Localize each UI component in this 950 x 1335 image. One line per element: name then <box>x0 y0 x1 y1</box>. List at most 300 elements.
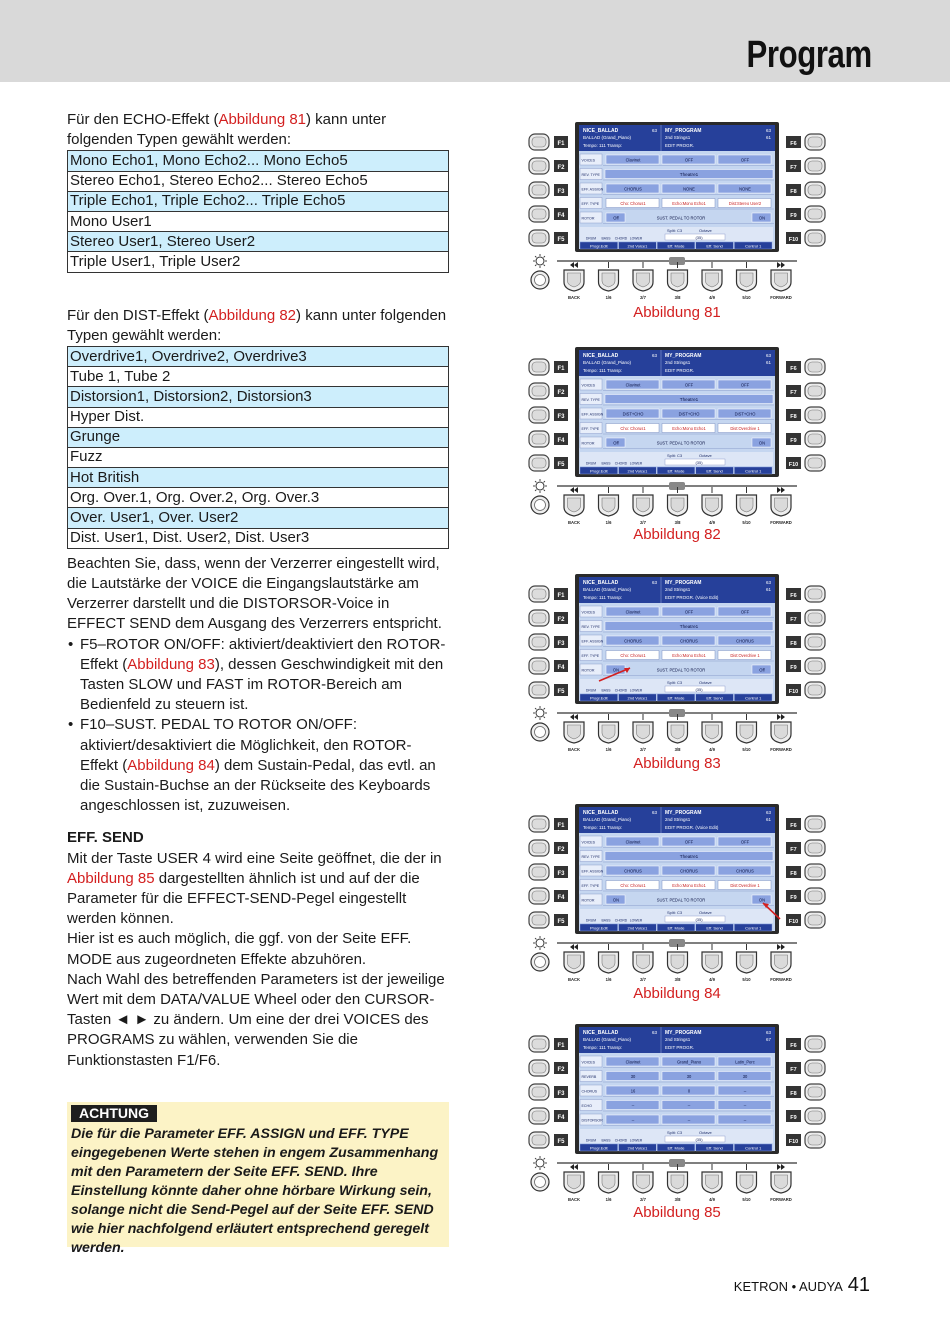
function-key-label: F1 <box>557 593 565 599</box>
lcd-value-text: Theatre1 <box>679 853 699 859</box>
function-key-label: F8 <box>790 871 797 877</box>
display-panel-illustration <box>527 345 827 527</box>
lcd-parameter-label: VOICES <box>581 1060 596 1065</box>
function-key-label: F6 <box>790 823 797 829</box>
lcd-tab[interactable] <box>696 694 734 701</box>
navigation-key-label: 4/9 <box>709 977 715 982</box>
lcd-value-text: -- <box>631 1102 635 1108</box>
lcd-parameter-row <box>580 635 774 647</box>
lcd-tab[interactable] <box>619 467 657 474</box>
lcd-parameter-row <box>580 169 774 181</box>
lcd-tab[interactable] <box>657 242 695 249</box>
echo-type-cell: Stereo Echo1, Stereo Echo2... Stereo Echo5 <box>68 171 449 191</box>
function-key-label: F9 <box>790 665 797 671</box>
function-key[interactable] <box>786 230 825 246</box>
navigation-key-label: FORWARD <box>770 1197 792 1202</box>
navigation-key-label: 2/7 <box>640 520 646 525</box>
echo-type-cell: Triple User1, Triple User2 <box>68 252 449 272</box>
lcd-part-label: BASS <box>601 688 611 693</box>
function-key-label: F5 <box>557 919 565 925</box>
function-key[interactable] <box>786 586 825 602</box>
lcd-tab[interactable] <box>619 924 657 931</box>
lcd-tab[interactable] <box>580 467 618 474</box>
figure-caption: Abbildung 81 <box>633 304 721 321</box>
function-key-label: F3 <box>557 641 565 647</box>
function-key[interactable] <box>786 610 825 626</box>
lcd-part-label: LOWER <box>629 461 643 466</box>
lcd-song-name: NICE_BALLAD <box>583 128 619 134</box>
lcd-tempo: Tempo: 111 Transp: <box>583 825 623 830</box>
navigation-key-label: 1/6 <box>605 520 612 525</box>
lcd-parameter-row <box>580 836 774 848</box>
function-key[interactable] <box>786 816 825 832</box>
echo-intro-text: Für den ECHO-Effekt ( <box>67 111 219 128</box>
effsend-text-end: dargestellten ähnlich ist und auf der die Parameter für die EFFECT-SEND-Pegel eingestellt werden können. <box>67 869 420 928</box>
lcd-parameter-row <box>580 1071 774 1083</box>
function-key[interactable] <box>529 383 568 399</box>
function-key[interactable] <box>529 864 568 880</box>
dist-type-row <box>68 427 449 447</box>
lcd-program-name: MY_PROGRAM <box>665 580 702 586</box>
lcd-value-text: Echo:Mono Echo1 <box>672 652 706 658</box>
bullet-rotor-text-end: ), dessen Geschwindigkeit mit den Tasten SLOW und FAST im ROTOR-Bereich am Bedienfeld zu steuern ist. <box>80 655 444 714</box>
lcd-tab-label: Eff. Send <box>706 925 723 931</box>
lcd-edit-mode: EDIT PROGR. (Voice Edit) <box>665 825 719 830</box>
lcd-value-text: NONE <box>683 186 695 192</box>
dist-types-table <box>67 346 449 549</box>
lcd-voice-name: 2nd Strings1 <box>665 587 691 592</box>
lcd-edit-mode: EDIT PROGR. <box>665 1045 695 1050</box>
lcd-song-number: 63 <box>651 128 657 133</box>
lcd-part-label: DRUM <box>585 918 597 923</box>
lcd-value-text: Clavinet <box>625 157 641 163</box>
lcd-tab[interactable] <box>657 694 695 701</box>
dist-type-cell: Hot British <box>68 468 449 488</box>
effsend-paragraph <box>67 849 449 930</box>
lcd-parameter-row <box>580 1085 774 1097</box>
function-key[interactable] <box>786 158 825 174</box>
page-footer <box>734 1274 870 1297</box>
lcd-tab-label: Progr.Edit <box>590 925 608 931</box>
lcd-parameter-row <box>580 423 774 435</box>
function-key[interactable] <box>786 682 825 698</box>
lcd-value-text: -- <box>687 1117 691 1123</box>
lcd-value-text: Clavinet <box>625 839 641 845</box>
lcd-style-name: BALLAD (Grand_Piano) <box>583 1037 632 1042</box>
lcd-style-name: BALLAD (Grand_Piano) <box>583 360 632 365</box>
lcd-screen <box>575 347 779 477</box>
lcd-value-text: CHORUS <box>624 638 642 644</box>
function-key-label: F9 <box>790 1115 797 1121</box>
lcd-voice-number: 61 <box>765 587 771 592</box>
function-key-label: F2 <box>557 1067 565 1073</box>
function-key-label: F9 <box>790 438 797 444</box>
function-key[interactable] <box>786 134 825 150</box>
distortion-note: Beachten Sie, dass, wenn der Verzerrer eingestellt wird, die Lautstärke der VOICE die Eingangslautstärke am Verzerrer darstellt und die DISTORSOR-Voice in EFFECT SEND dem Ausgang des Verzerrers entspricht. <box>67 554 442 633</box>
lcd-parameter-label: EFF. TYPE <box>581 884 600 888</box>
lcd-screen <box>575 574 779 704</box>
function-key[interactable] <box>529 1132 568 1148</box>
echo-intro <box>67 110 449 150</box>
navigation-key-label: 3/8 <box>674 977 681 982</box>
warning-box <box>67 1102 449 1256</box>
lcd-tab[interactable] <box>619 694 657 701</box>
lcd-tab-label: Eff. Mode <box>667 925 685 931</box>
lcd-value-text: -- <box>687 1102 691 1108</box>
function-key[interactable] <box>786 912 825 928</box>
function-key-label: F7 <box>790 1067 797 1073</box>
echo-type-row <box>68 211 449 231</box>
lcd-tab-label: Progr.Edit <box>590 468 608 474</box>
figure-link-81[interactable]: Abbildung 81 <box>218 111 307 128</box>
lcd-tab[interactable] <box>696 242 734 249</box>
figure-link-84[interactable]: Abbildung 84 <box>127 756 215 774</box>
function-key[interactable] <box>786 1060 825 1076</box>
lcd-value-text: ON <box>612 897 620 903</box>
lcd-tab[interactable] <box>580 242 618 249</box>
lcd-parameter-label: EFF. ASSIGN <box>581 412 604 417</box>
lcd-tab-label: Eff. Mode <box>667 468 685 474</box>
function-key[interactable] <box>529 888 568 904</box>
lcd-parameter-row <box>580 865 774 877</box>
function-key[interactable] <box>529 182 568 198</box>
figure-link-85[interactable]: Abbildung 85 <box>67 869 155 887</box>
function-key-label: F6 <box>790 593 797 599</box>
lcd-value-text: CHORUS <box>736 638 754 644</box>
function-key-label: F2 <box>557 165 565 171</box>
lcd-part-label: LOWER <box>629 1138 643 1143</box>
function-key[interactable] <box>786 383 825 399</box>
function-key[interactable] <box>529 1060 568 1076</box>
lcd-value-text: Dist:Overdrive 1 <box>730 882 760 888</box>
function-key[interactable] <box>529 158 568 174</box>
lcd-tab[interactable] <box>734 1144 772 1151</box>
lcd-split-area <box>580 1129 773 1143</box>
echo-type-row <box>68 171 449 191</box>
figure-link-82[interactable]: Abbildung 82 <box>208 306 297 324</box>
lcd-voice-name: 2nd Strings1 <box>665 1037 691 1042</box>
navigation-key-label: BACK <box>567 747 581 752</box>
navigation-key-label: 1/6 <box>605 1197 612 1202</box>
warning-text: Die für die Parameter EFF. ASSIGN und EFF. TYPE eingegebenen Werte stehen in engem Zusammenhang mit den Parametern der Seite EFF. SEND. Ihre Einstellung könnte daher ohne hörbare Wirkung sein, solange nicht die Send-Pegel auf der Seite EFF. SEND wie hier nachfolgend erläutert entsprechend geregelt werden. <box>71 1126 439 1256</box>
function-key[interactable] <box>529 586 568 602</box>
lcd-song-number: 63 <box>651 1030 657 1035</box>
dist-type-row <box>68 508 449 528</box>
function-key[interactable] <box>529 134 568 150</box>
dist-type-cell: Fuzz <box>68 447 449 467</box>
function-key[interactable] <box>529 206 568 222</box>
lcd-tab[interactable] <box>619 1144 657 1151</box>
lcd-parameter-row <box>580 198 774 210</box>
navigation-key-label: 4/9 <box>709 1197 715 1202</box>
lcd-value-text: -- <box>743 1117 747 1123</box>
lcd-parameter-row <box>580 851 774 863</box>
lcd-value-text: SUST. PEDAL TO ROTOR <box>656 215 706 221</box>
lcd-song-name: NICE_BALLAD <box>583 810 619 816</box>
effsend-text: Mit der Taste USER 4 wird eine Seite geöffnet, die der in <box>67 849 442 867</box>
lcd-tab[interactable] <box>580 1144 618 1151</box>
lcd-value-text: -- <box>743 1102 747 1108</box>
lcd-parameter-row <box>580 394 774 406</box>
dist-type-cell: Tube 1, Tube 2 <box>68 367 449 387</box>
function-key[interactable] <box>529 431 568 447</box>
lcd-parameter-label: REV. TYPE <box>581 625 600 629</box>
lcd-parameter-label: EFF. TYPE <box>581 202 600 206</box>
function-key[interactable] <box>786 634 825 650</box>
dist-type-row <box>68 447 449 467</box>
function-key[interactable] <box>529 230 568 246</box>
lcd-tab-label: Eff. Send <box>706 243 723 249</box>
navigation-key-label: 2/7 <box>640 977 646 982</box>
function-key-label: F8 <box>790 1091 797 1097</box>
function-key[interactable] <box>786 431 825 447</box>
dist-type-row <box>68 346 449 366</box>
lcd-part-label: LOWER <box>629 236 643 241</box>
dist-type-cell: Hyper Dist. <box>68 407 449 427</box>
function-key[interactable] <box>529 634 568 650</box>
bullet-sust-pedal <box>67 715 449 816</box>
lcd-song-name: NICE_BALLAD <box>583 1030 619 1036</box>
lcd-value-text: SUST. PEDAL TO ROTOR <box>656 440 706 446</box>
lcd-song-number: 63 <box>651 810 657 815</box>
lcd-value-text: 16 <box>630 1088 636 1094</box>
lcd-parameter-row <box>580 1114 774 1126</box>
function-key[interactable] <box>786 359 825 375</box>
navigation-key-label: 1/6 <box>605 295 612 300</box>
function-key-label: F8 <box>790 414 797 420</box>
lcd-parameter-label: VOICES <box>581 610 596 615</box>
lcd-song-number: 63 <box>651 353 657 358</box>
function-key-label: F6 <box>790 1043 797 1049</box>
display-panel-illustration <box>527 572 827 754</box>
lcd-value-text: ON <box>758 440 766 446</box>
lcd-tab[interactable] <box>734 694 772 701</box>
navigation-key-label: 3/8 <box>674 295 681 300</box>
lcd-song-name: NICE_BALLAD <box>583 580 619 586</box>
lcd-parameter-label: VOICES <box>581 840 596 845</box>
lcd-value-text: Echo:Mono Echo1 <box>672 200 706 206</box>
lcd-program-number: 63 <box>765 353 771 358</box>
lcd-value-text: Theatre1 <box>679 623 699 629</box>
display-panel-illustration <box>527 802 827 984</box>
lcd-part-label: BASS <box>601 1138 611 1143</box>
lcd-value-text: Theatre1 <box>679 396 699 402</box>
lcd-tempo: Tempo: 111 Transp: <box>583 143 623 148</box>
lcd-parameter-row <box>580 183 774 195</box>
lcd-value-text: CHORUS <box>680 868 698 874</box>
main-text-column <box>67 110 449 1071</box>
lcd-split-label: Split: C3 <box>667 680 683 685</box>
lcd-value-text: Latin_Perc <box>735 1059 755 1065</box>
lcd-tab-label: 2nd Voice1 <box>627 695 648 701</box>
lcd-tab[interactable] <box>657 924 695 931</box>
dist-type-cell: Over. User1, Over. User2 <box>68 508 449 528</box>
bullet-sust-text: F10–SUST. PEDAL TO ROTOR ON/OFF: aktiviert/desaktiviert die Möglichkeit, den ROTOR-Effekt ( <box>80 716 412 774</box>
navigation-key-label: 2/7 <box>640 1197 646 1202</box>
dist-type-row <box>68 367 449 387</box>
bullet-sust-text-end: ) dem Sustain-Pedal, das evtl. an die Sustain-Buchse an der Rückseite des Keyboards angeschlossen ist, zuzuweisen. <box>80 756 436 815</box>
lcd-tab[interactable] <box>619 242 657 249</box>
navigation-key-label: 5/10 <box>742 520 751 525</box>
function-key[interactable] <box>786 455 825 471</box>
function-key[interactable] <box>529 407 568 423</box>
bullet-rotor <box>67 635 449 716</box>
lcd-tab[interactable] <box>657 467 695 474</box>
function-key[interactable] <box>786 888 825 904</box>
function-key[interactable] <box>786 1132 825 1148</box>
navigation-key-label: 5/10 <box>742 1197 751 1202</box>
lcd-style-name: BALLAD (Grand_Piano) <box>583 135 632 140</box>
lcd-tab[interactable] <box>696 1144 734 1151</box>
lcd-tab[interactable] <box>734 924 772 931</box>
function-key-label: F2 <box>557 617 565 623</box>
lcd-tab[interactable] <box>734 467 772 474</box>
figure-caption: Abbildung 85 <box>633 1204 721 1221</box>
function-key-label: F10 <box>788 689 799 695</box>
lcd-program-name: MY_PROGRAM <box>665 353 702 359</box>
lcd-style-name: BALLAD (Grand_Piano) <box>583 817 632 822</box>
page-number: 41 <box>847 1274 870 1296</box>
function-key-label: F1 <box>557 141 565 147</box>
lcd-parameter-row <box>580 379 774 391</box>
echo-type-row <box>68 232 449 252</box>
effsend-paragraph-3: Nach Wahl des betreffenden Parameters ist der jeweilige Wert mit dem DATA/VALUE Wheel oder den CURSOR-Tasten ◄ ► zu ändern. Um eine der drei VOICES des PROGRAMS zu wählen, verwenden Sie die Funktionstasten F1/F6. <box>67 970 445 1069</box>
dist-type-cell: Dist. User1, Dist. User2, Dist. User3 <box>68 528 449 548</box>
function-key[interactable] <box>529 610 568 626</box>
lcd-value-text: NONE <box>739 186 751 192</box>
navigation-key-label: 3/8 <box>674 747 681 752</box>
lcd-octave-value: (35) <box>695 916 703 922</box>
lcd-value-text: -- <box>631 1117 635 1123</box>
function-key-label: F4 <box>557 438 565 444</box>
lcd-tab[interactable] <box>580 694 618 701</box>
lcd-split-area <box>580 679 773 693</box>
navigation-key-label: 2/7 <box>640 295 646 300</box>
lcd-value-text: Dist:Overdrive 1 <box>730 652 760 658</box>
lcd-screen <box>575 1024 779 1154</box>
lcd-parameter-row <box>580 408 774 420</box>
lcd-tab-label: Eff. Mode <box>667 1145 685 1151</box>
lcd-value-text: ON <box>612 667 620 673</box>
lcd-split-label: Split: C3 <box>667 453 683 458</box>
function-key[interactable] <box>529 359 568 375</box>
function-key-label: F10 <box>788 462 799 468</box>
function-key-label: F4 <box>557 213 565 219</box>
lcd-tempo: Tempo: 111 Transp: <box>583 368 623 373</box>
lcd-part-label: DRUM <box>585 461 597 466</box>
lcd-parameter-label: EFF. TYPE <box>581 654 600 658</box>
function-key-label: F4 <box>557 665 565 671</box>
lcd-octave-label: Octave <box>699 910 712 915</box>
lcd-program-number: 63 <box>765 810 771 815</box>
echo-intro-text-end: ) kann unter folgenden Typen gewählt werden: <box>67 111 387 149</box>
lcd-program-number: 63 <box>765 580 771 585</box>
function-key-label: F7 <box>790 390 797 396</box>
function-key[interactable] <box>786 658 825 674</box>
function-key[interactable] <box>786 1036 825 1052</box>
lcd-tab[interactable] <box>696 467 734 474</box>
lcd-value-text: 30 <box>686 1073 692 1079</box>
lcd-split-label: Split: C3 <box>667 1130 683 1135</box>
lcd-part-label: BASS <box>601 461 611 466</box>
display-panel-illustration <box>527 120 827 302</box>
function-key[interactable] <box>786 840 825 856</box>
lcd-tab-label: Control 1 <box>745 695 762 701</box>
function-key-label: F1 <box>557 823 565 829</box>
lcd-value-text: -- <box>743 1088 747 1094</box>
function-key[interactable] <box>529 658 568 674</box>
function-key[interactable] <box>529 816 568 832</box>
lcd-value-text: Dist:Stereo User2 <box>728 200 762 206</box>
dist-intro-text-end: ) kann unter folgenden Typen gewählt werden: <box>67 306 447 344</box>
lcd-tab[interactable] <box>580 924 618 931</box>
lcd-split-label: Split: C3 <box>667 228 683 233</box>
dist-type-cell: Distorsion1, Distorsion2, Distorsion3 <box>68 387 449 407</box>
function-key-label: F8 <box>790 641 797 647</box>
function-key[interactable] <box>786 1084 825 1100</box>
lcd-part-label: DRUM <box>585 236 597 241</box>
keyboard-display-figure <box>527 1022 827 1221</box>
function-key[interactable] <box>529 1036 568 1052</box>
figure-caption: Abbildung 84 <box>633 985 721 1002</box>
function-key[interactable] <box>529 912 568 928</box>
navigation-key-label: BACK <box>567 520 581 525</box>
figure-link-83[interactable]: Abbildung 83 <box>127 655 215 673</box>
lcd-octave-label: Octave <box>699 453 712 458</box>
lcd-tab-label: Progr.Edit <box>590 695 608 701</box>
function-key[interactable] <box>786 864 825 880</box>
lcd-parameter-row <box>580 650 774 662</box>
lcd-parameter-label: REV. TYPE <box>581 173 600 177</box>
function-key[interactable] <box>529 682 568 698</box>
function-key[interactable] <box>786 206 825 222</box>
bullet-rotor-text: F5–ROTOR ON/OFF: aktiviert/deaktiviert den ROTOR-Effekt ( <box>80 635 446 673</box>
effsend-heading: EFF. SEND <box>67 829 144 847</box>
lcd-value-text: Off <box>613 440 619 446</box>
function-key[interactable] <box>529 1108 568 1124</box>
navigation-key-label: 4/9 <box>709 520 715 525</box>
lcd-tab-label: Control 1 <box>745 468 762 474</box>
lcd-tab-label: Eff. Send <box>706 1145 723 1151</box>
lcd-tab[interactable] <box>657 1144 695 1151</box>
lcd-value-text: Dist:Overdrive 1 <box>730 425 760 431</box>
lcd-value-text: Cho: Chorus1 <box>620 882 646 888</box>
display-panel-illustration <box>527 1022 827 1204</box>
lcd-parameter-row <box>580 1100 774 1112</box>
function-key[interactable] <box>529 840 568 856</box>
navigation-key-label: 3/8 <box>674 520 681 525</box>
function-key[interactable] <box>529 1084 568 1100</box>
lcd-value-text: ON <box>758 215 766 221</box>
lcd-parameter-label: ROTOR <box>581 216 595 221</box>
lcd-parameter-label: REV. TYPE <box>581 398 600 402</box>
function-key[interactable] <box>786 1108 825 1124</box>
dist-intro-text: Für den DIST-Effekt ( <box>67 306 209 324</box>
function-key-label: F5 <box>557 462 565 468</box>
function-key-label: F7 <box>790 847 797 853</box>
lcd-tab[interactable] <box>696 924 734 931</box>
lcd-value-text: DIST+CHO <box>734 411 756 417</box>
function-key[interactable] <box>786 407 825 423</box>
lcd-part-label: BASS <box>601 918 611 923</box>
function-key[interactable] <box>529 455 568 471</box>
lcd-tab[interactable] <box>734 242 772 249</box>
function-key[interactable] <box>786 182 825 198</box>
echo-type-cell: Mono User1 <box>68 211 449 231</box>
lcd-value-text: 0 <box>687 1088 691 1094</box>
lcd-split-area <box>580 227 773 241</box>
lcd-split-label: Split: C3 <box>667 910 683 915</box>
